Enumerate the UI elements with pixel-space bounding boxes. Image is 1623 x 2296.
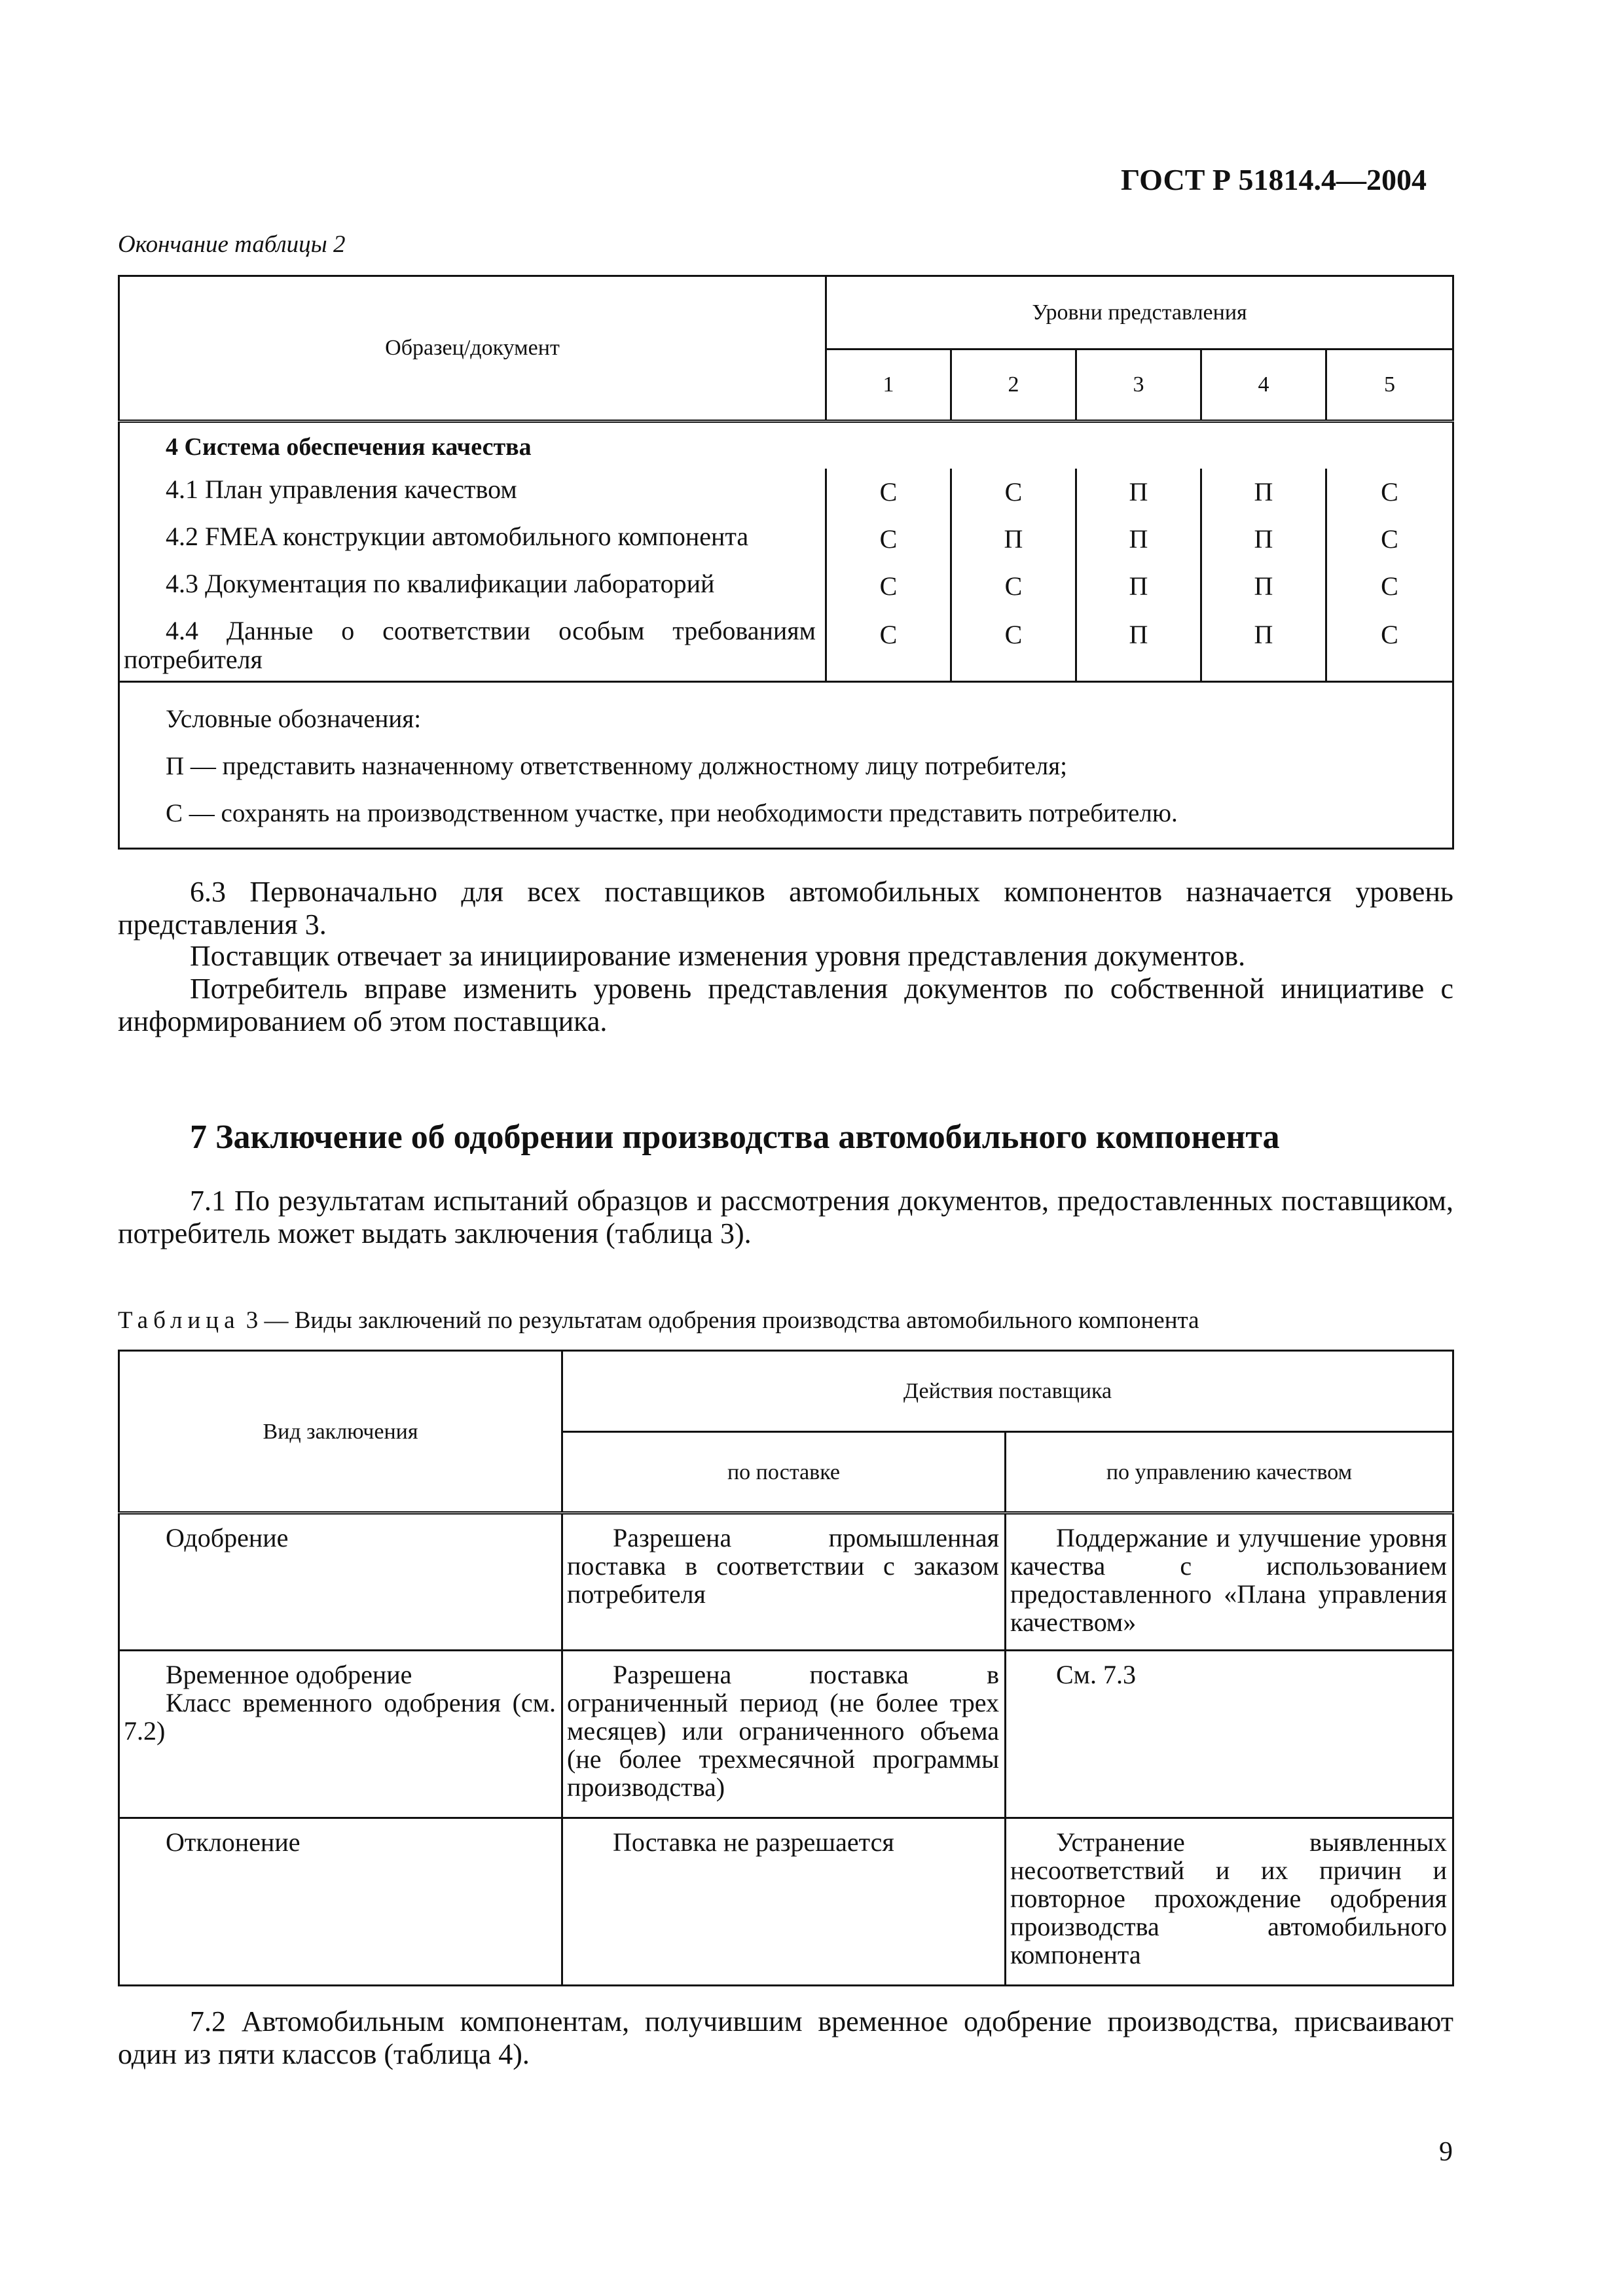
supply-action: Разрешена промышленная поставка в соответствии с заказом потребителя [562,1513,1006,1651]
cell-value: П [1201,469,1326,516]
table-row [119,1513,1453,1651]
table-row [119,516,1453,563]
table-row [119,1651,1453,1818]
header-supplier-actions: Действия поставщика [562,1351,1453,1432]
level-header: 3 [1076,350,1201,422]
table-row [119,1818,1453,1986]
cell-value: П [1076,469,1201,516]
header-quality: по управлению качеством [1006,1432,1453,1513]
paragraph-7-1: 7.1 По результатам испытаний образцов и рассмотрения документов, предоставленных поставщиком, потребитель может выдать заключения (таблица 3). [118,1185,1453,1249]
quality-action: См. 7.3 [1006,1651,1453,1818]
table-3 [118,1350,1454,1986]
cell-value: П [1076,610,1201,682]
row-label: 4.3 Документация по квалификации лабораторий [119,563,826,610]
paragraph-7-2: 7.2 Автомобильным компонентам, получившим временное одобрение производства, присваивают один из пяти классов (таблица 4). [118,2005,1453,2070]
cell-value: С [1326,563,1453,610]
paragraph-customer: Потребитель вправе изменить уровень представления документов по собственной инициативе с информированием об этом поставщика. [118,973,1453,1037]
supply-action: Поставка не разрешается [562,1818,1006,1986]
conclusion-type: Отклонение [119,1818,562,1986]
cell-value: П [951,516,1076,563]
cell-value: С [951,563,1076,610]
row-label: 4.1 План управления качеством [119,469,826,516]
section-heading: 4 Система обеспечения качества [119,422,1453,469]
cell-value: С [951,610,1076,682]
level-header: 5 [1326,350,1453,422]
conclusion-type: Одобрение [119,1513,562,1651]
table-2 [118,275,1454,850]
cell-value: С [951,469,1076,516]
cell-value: С [826,469,951,516]
legend-c: С — сохранять на производственном участке, при необходимости представить потребителю. [166,798,1178,827]
table-row [119,563,1453,610]
paragraph-supplier: Поставщик отвечает за инициирование изменения уровня представления документов. [190,940,1246,972]
document-code: ГОСТ Р 51814.4—2004 [1121,163,1427,196]
row-label: 4.4 Данные о соответствии особым требованиям потребителя [119,610,826,682]
legend-p: П — представить назначенному ответственному должностному лицу потребителя; [166,751,1067,780]
cell-value: П [1201,610,1326,682]
header-supply: по поставке [562,1432,1006,1513]
header-doc: Образец/документ [119,276,826,422]
cell-value: С [1326,469,1453,516]
level-header: 4 [1201,350,1326,422]
cell-value: П [1201,563,1326,610]
conclusion-type: Временное одобрение Класс временного одобрения (см. 7.2) [119,1651,562,1818]
supply-action: Разрешена поставка в ограниченный период (не более трех месяцев) или ограниченного объема (не более трехмесячной программы производства) [562,1651,1006,1818]
cell-value: С [826,516,951,563]
level-header: 2 [951,350,1076,422]
cell-value: С [1326,516,1453,563]
table-row [119,469,1453,516]
row-label: 4.2 FMEA конструкции автомобильного компонента [119,516,826,563]
legend [119,681,1453,848]
section-7-title: 7 Заключение об одобрении производства автомобильного компонента [190,1119,1280,1156]
cell-value: П [1076,563,1201,610]
header-conclusion-type: Вид заключения [119,1351,562,1513]
cell-value: П [1076,516,1201,563]
paragraph-6-3: 6.3 Первоначально для всех поставщиков автомобильных компонентов назначается уровень представления 3. [118,876,1453,941]
cell-value: П [1201,516,1326,563]
cell-value: С [826,610,951,682]
legend-title: Условные обозначения: [166,704,422,733]
table-3-caption: Таблица 3 — Виды заключений по результатам одобрения производства автомобильного компонента [118,1307,1199,1334]
cell-value: С [1326,610,1453,682]
level-header: 1 [826,350,951,422]
cell-value: С [826,563,951,610]
table-continuation-label: Окончание таблицы 2 [118,231,346,258]
page-number: 9 [1439,2137,1453,2167]
quality-action: Поддержание и улучшение уровня качества с использованием предоставленного «Плана управления качеством» [1006,1513,1453,1651]
header-levels: Уровни представления [826,276,1453,350]
quality-action: Устранение выявленных несоответствий и их причин и повторное прохождение одобрения производства автомобильного компонента [1006,1818,1453,1986]
table-row [119,610,1453,682]
